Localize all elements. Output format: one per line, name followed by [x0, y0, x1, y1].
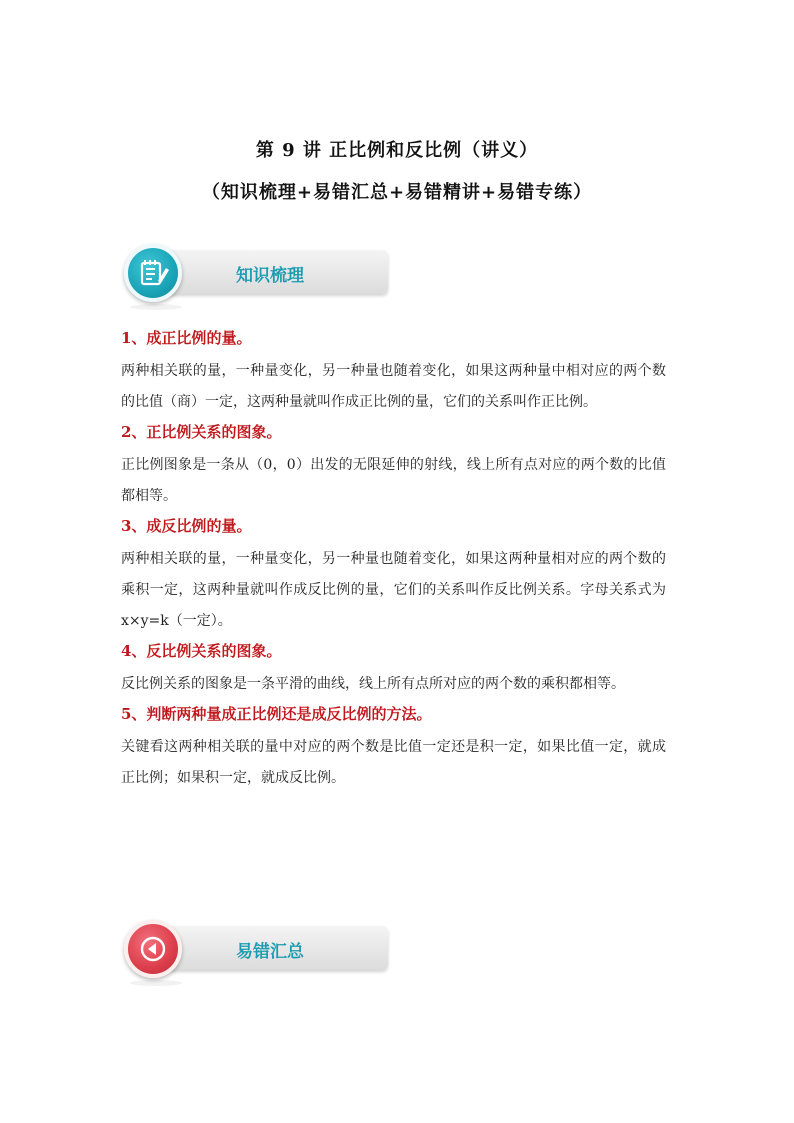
item-text: 正比例图象是一条从（0，0）出发的无限延伸的射线，线上所有点对应的两个数的比值都相等。 [121, 457, 666, 504]
section-banner-errors [124, 920, 390, 978]
knowledge-item [121, 639, 666, 700]
play-back-icon [128, 924, 178, 974]
page-subtitle: （知识梳理+易错汇总+易错精讲+易错专练） [201, 182, 593, 203]
banner-reflection [130, 980, 182, 986]
item-text: 关键看这两种相关联的量中对应的两个数是比值一定还是积一定，如果比值一定，就成正比例；如果积一定，就成反比例。 [121, 739, 666, 786]
item-heading: 5、判断两种量成正比例还是成反比例的方法。 [121, 705, 432, 723]
knowledge-item [121, 702, 666, 794]
banner-label: 知识梳理 [236, 266, 304, 286]
item-heading: 2、正比例关系的图象。 [121, 423, 282, 441]
item-heading: 1、成正比例的量。 [121, 329, 252, 347]
knowledge-content [121, 326, 666, 796]
notepad-pencil-icon [128, 248, 178, 298]
knowledge-item [121, 326, 666, 418]
knowledge-item [121, 420, 666, 512]
item-heading: 4、反比例关系的图象。 [121, 642, 282, 660]
item-heading: 3、成反比例的量。 [121, 517, 252, 535]
section-banner-knowledge [124, 244, 390, 302]
banner-circle [124, 920, 182, 978]
banner-circle [124, 244, 182, 302]
knowledge-item [121, 514, 666, 637]
banner-label: 易错汇总 [236, 942, 304, 962]
item-text: 两种相关联的量，一种量变化，另一种量也随着变化，如果这两种量中相对应的两个数的比值（商）一定，这两种量就叫作成正比例的量，它们的关系叫作正比例。 [121, 363, 666, 410]
page-title: 第 9 讲 正比例和反比例（讲义） [255, 140, 539, 161]
item-text: 两种相关联的量，一种量变化，另一种量也随着变化，如果这两种量相对应的两个数的乘积一定，这两种量就叫作成反比例的量，它们的关系叫作反比例关系。字母关系式为 x×y=k（一定）。 [121, 551, 666, 629]
item-text: 反比例关系的图象是一条平滑的曲线，线上所有点所对应的两个数的乘积都相等。 [121, 676, 625, 692]
banner-reflection [130, 304, 182, 310]
